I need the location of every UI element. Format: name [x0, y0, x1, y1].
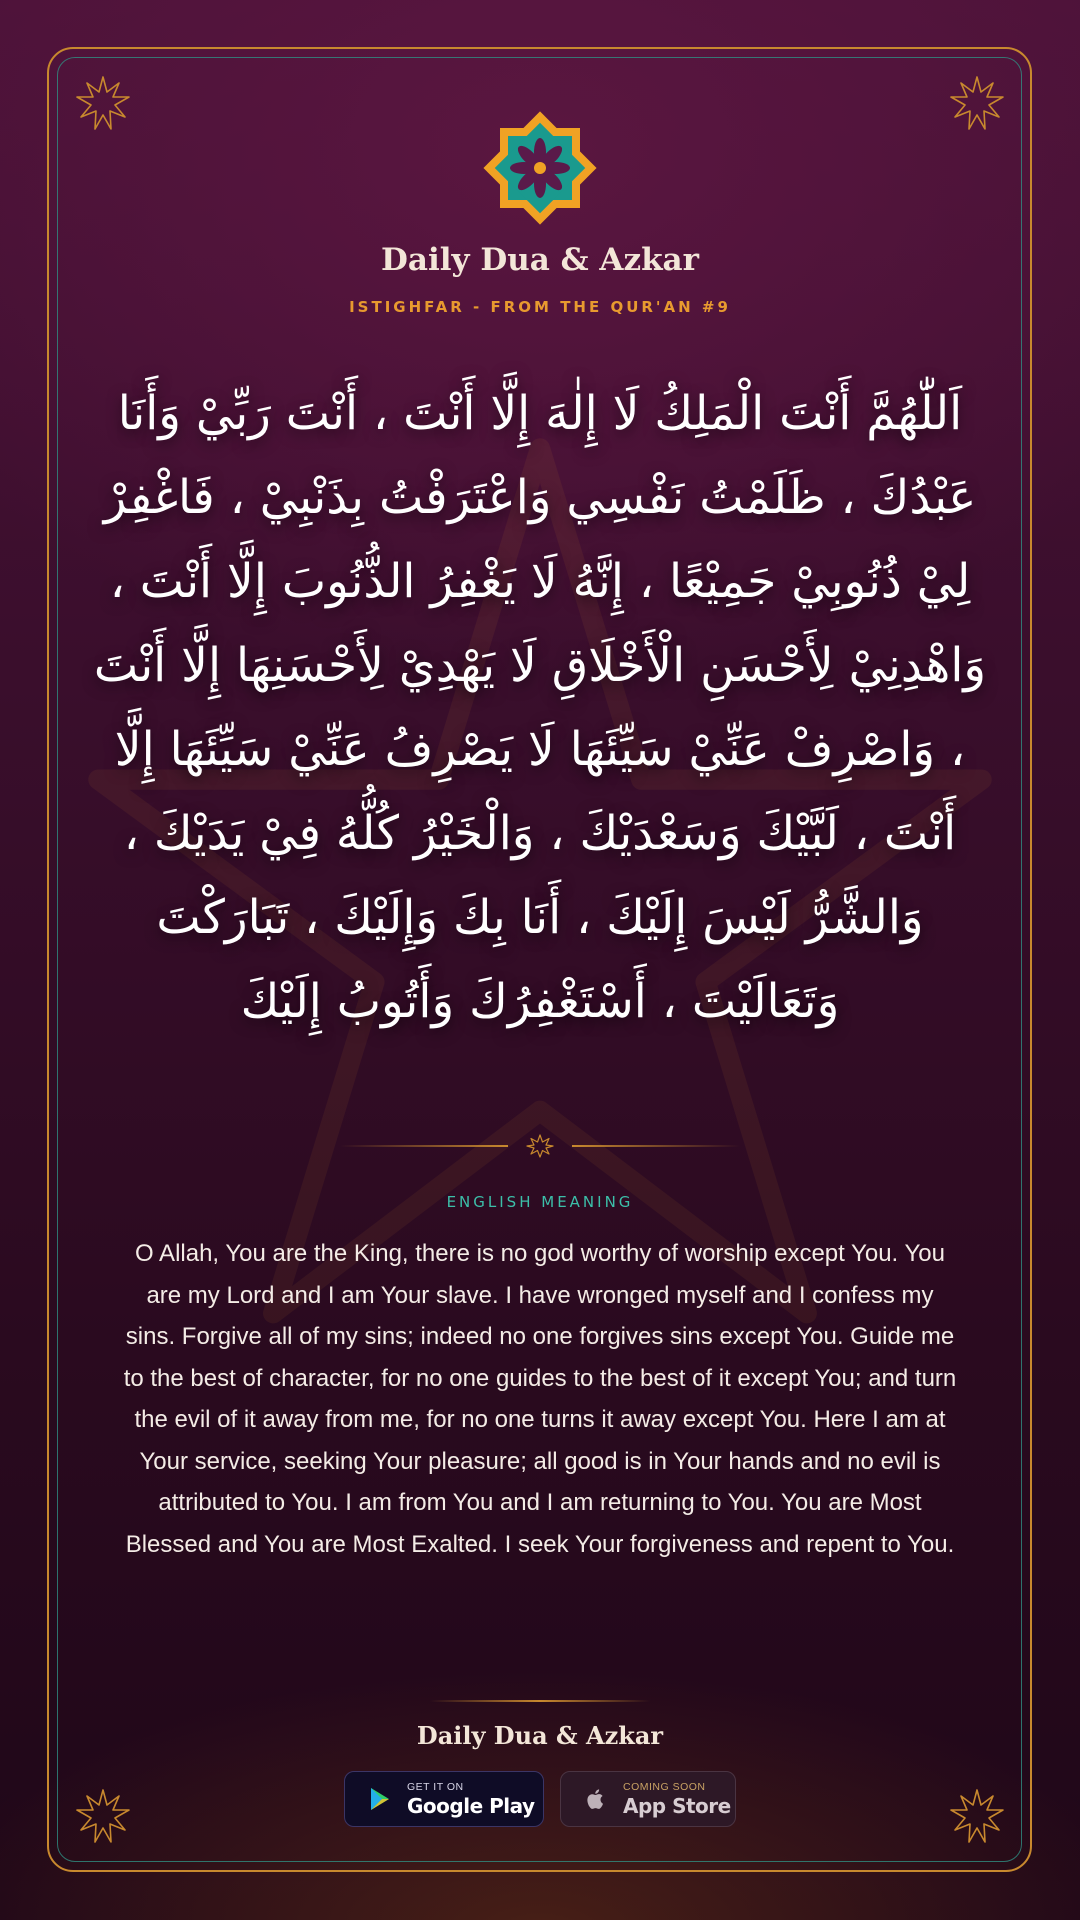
- apple-icon: [583, 1786, 609, 1812]
- english-meaning-label: ENGLISH MEANING: [446, 1193, 634, 1211]
- corner-star-icon-bottom-right: [949, 1788, 1005, 1844]
- dua-category-subtitle: ISTIGHFAR - FROM THE QUR'AN #9: [349, 298, 731, 316]
- corner-star-icon-top-left: [75, 75, 131, 131]
- google-play-icon: [367, 1786, 393, 1812]
- footer-divider: [430, 1700, 650, 1702]
- corner-star-icon-top-right: [949, 75, 1005, 131]
- arabic-dua-text: اَللّٰهُمَّ أَنْتَ الْمَلِكُ لَا إِلٰهَ إِلَّا أَنْتَ ، أَنْتَ رَبِّيْ وَأَنَا عَبْدُكَ ، ظَلَمْتُ نَفْسِي وَاعْتَرَفْتُ بِذَنْبِيْ ، فَاغْفِرْ لِيْ ذُنُوبِيْ جَمِيْعًا ، إِنَّهُ لَا يَغْفِرُ الذُّنُوبَ إِلَّا أَنْتَ ، وَاهْدِنِيْ لِأَحْسَنِ الْأَخْلَاقِ لَا يَهْدِيْ لِأَحْسَنِهَا إِلَّا أَنْتَ ، وَاصْرِفْ عَنِّيْ سَيِّئَهَا لَا يَصْرِفُ عَنِّيْ سَيِّئَهَا إِلَّا أَنْتَ ، لَبَّيْكَ وَسَعْدَيْكَ ، وَالْخَيْرُ كُلُّهُ فِيْ يَدَيْكَ ، وَالشَّرُّ لَيْسَ إِلَيْكَ ، أَنَا بِكَ وَإِلَيْكَ ، تَبَارَكْتَ وَتَعَالَيْتَ ، أَسْتَغْفِرُكَ وَأَتُوبُ إِلَيْكَ: [93, 386, 987, 1029]
- google-play-button[interactable]: [344, 1771, 544, 1827]
- footer-app-title: Daily Dua & Azkar: [416, 1721, 664, 1750]
- corner-star-icon-bottom-left: [75, 1788, 131, 1844]
- google-play-label: Google Play: [407, 1793, 535, 1818]
- app-logo-icon: [480, 108, 600, 228]
- app-store-label: App Store: [623, 1793, 731, 1818]
- google-play-small-label: GET IT ON: [407, 1781, 464, 1794]
- app-store-small-label: COMING SOON: [623, 1781, 706, 1794]
- app-store-button[interactable]: [560, 1771, 736, 1827]
- ornamental-divider: [340, 1132, 740, 1160]
- app-title: Daily Dua & Azkar: [381, 242, 699, 278]
- english-meaning-text: O Allah, You are the King, there is no god worthy of worship except You. You are my Lord and I am Your slave. I have wronged myself and I confess my sins. Forgive all of my sins; indeed no one forgives sins except You. Guide me to the best of character, for no one guides to the best of it except You; and turn the evil of it away from me, for no one turns it away except You. Here I am at Your service, seeking Your pleasure; all good is in Your hands and no evil is attributed to You. I am from You and I am returning to You. You are Most Blessed and You are Most Exalted. I seek Your forgiveness and repent to You.: [123, 1240, 957, 1558]
